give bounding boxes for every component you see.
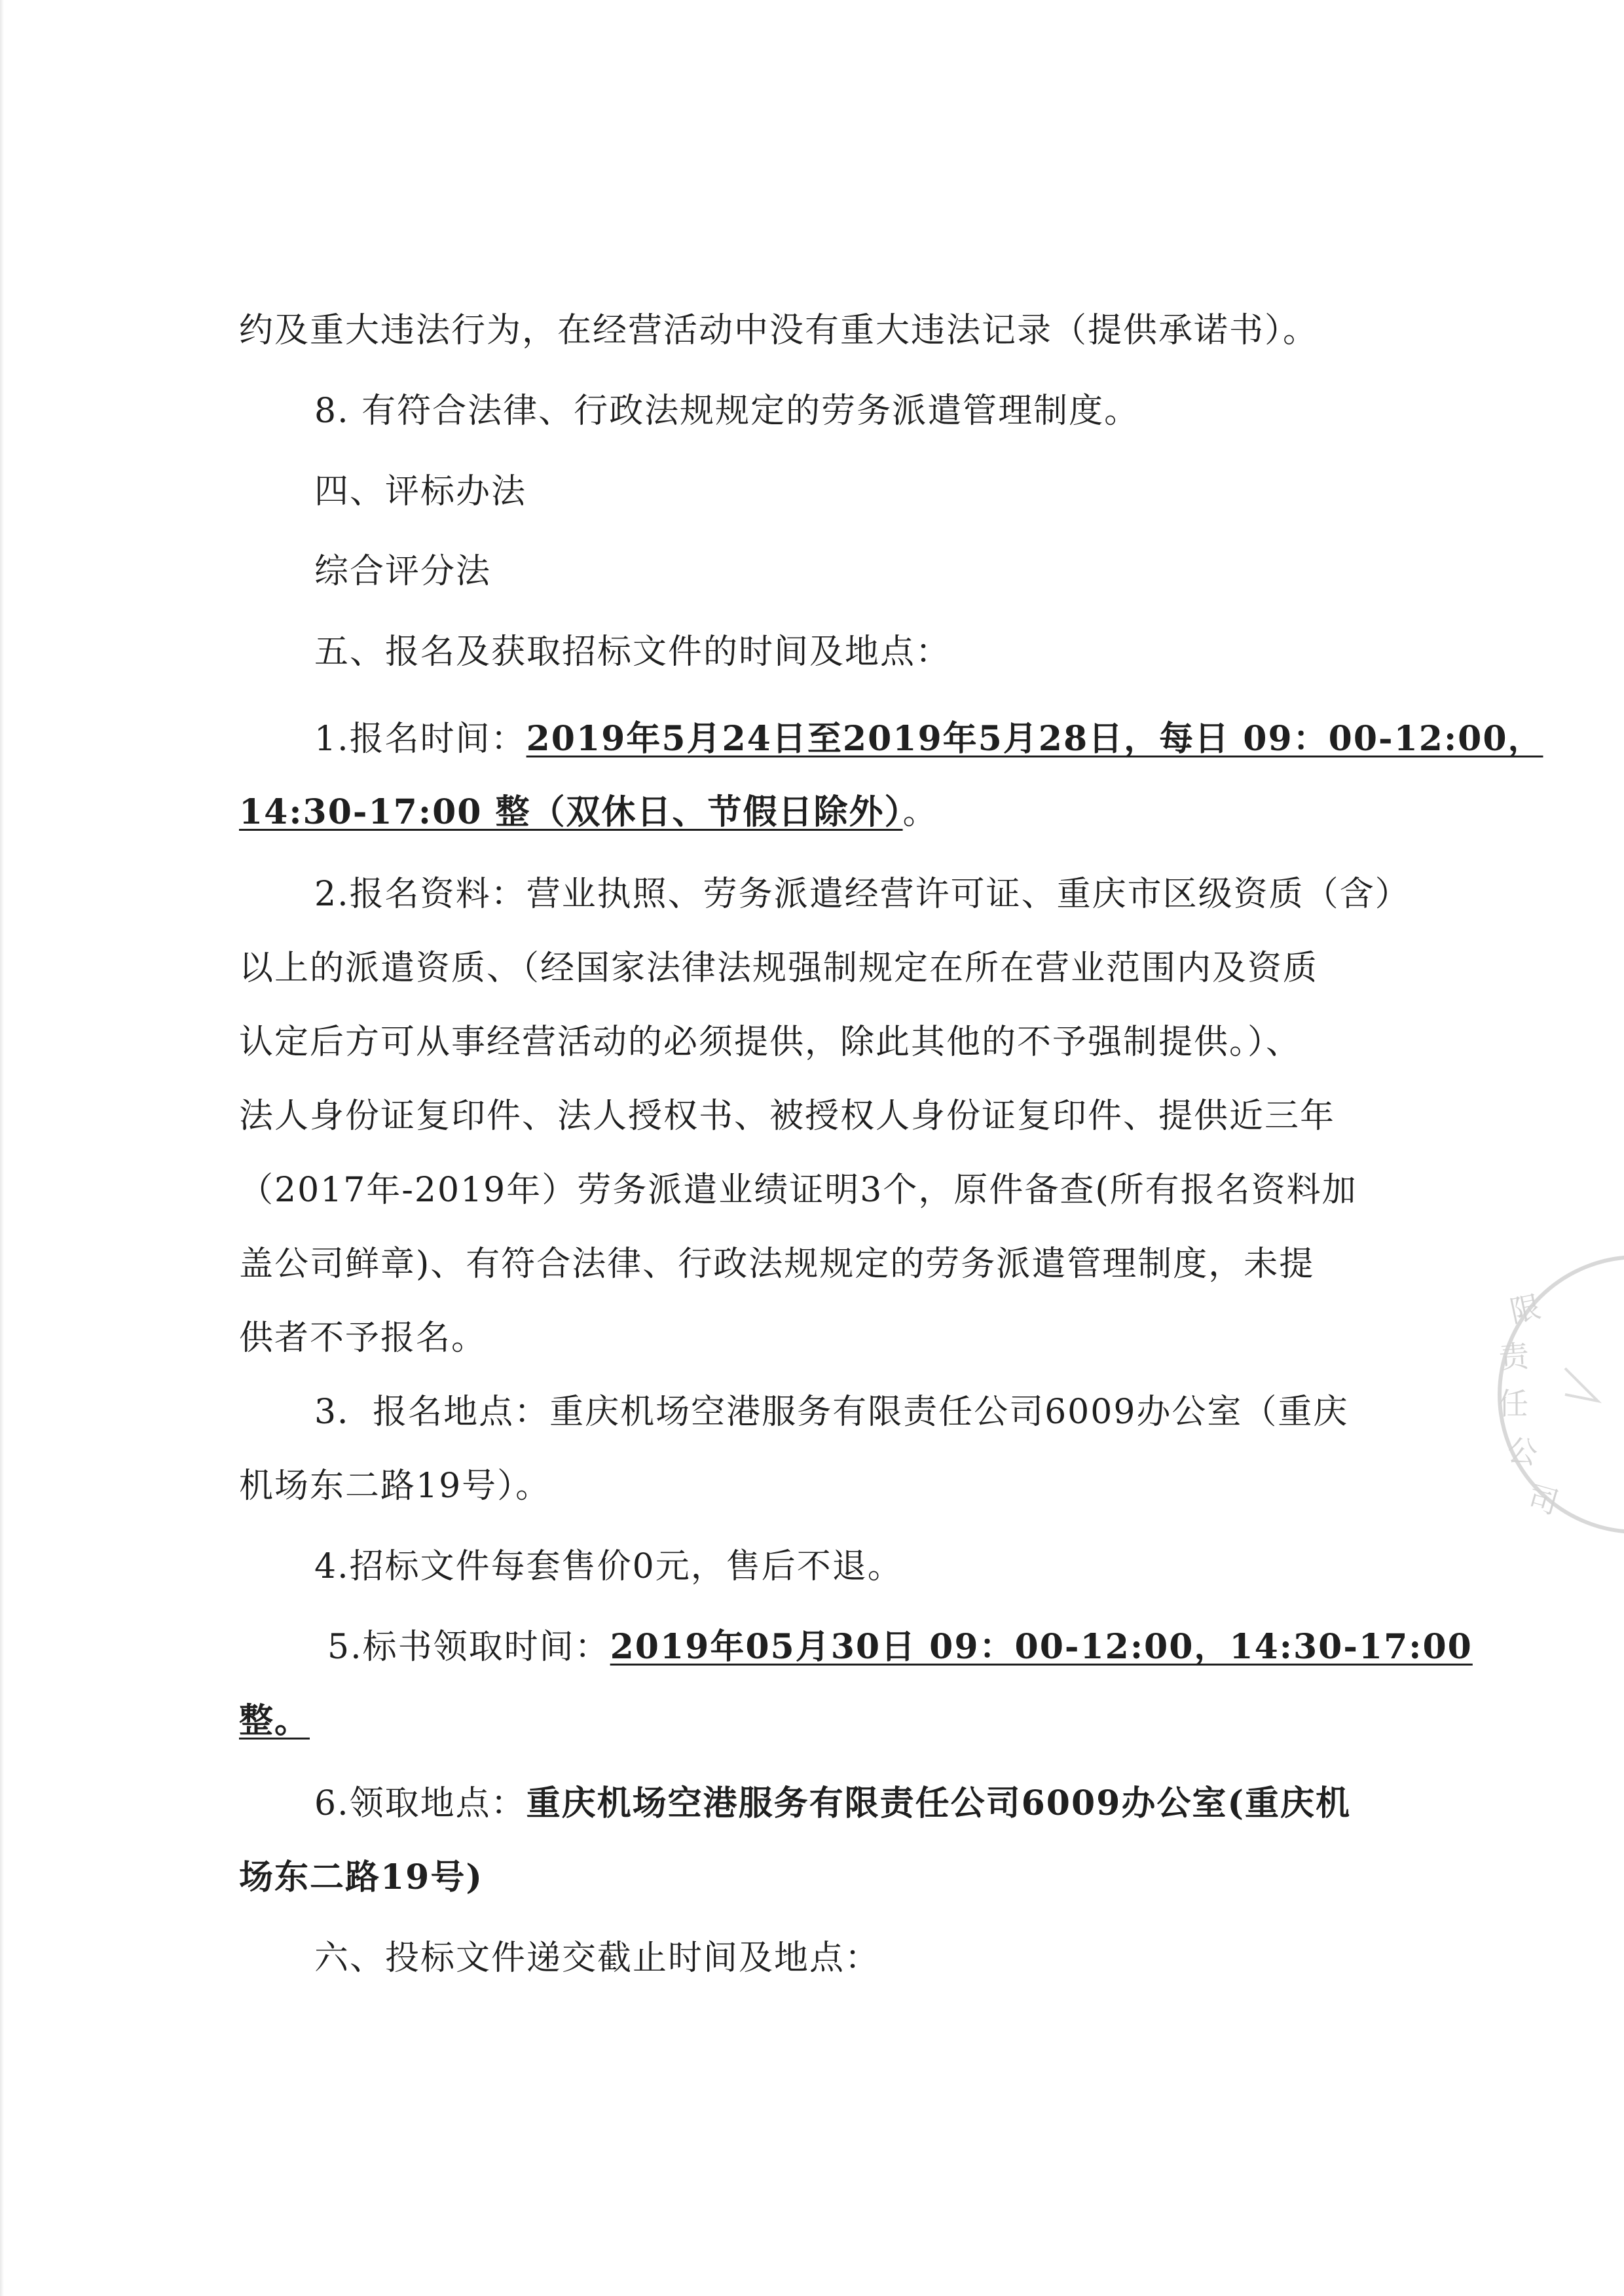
bid-collection-time-value-2: 整。 [239, 1701, 310, 1741]
svg-text:司: 司 [1523, 1478, 1563, 1522]
scan-edge [0, 0, 4, 2296]
registration-materials-line-4: 法人身份证复印件、法人授权书、被授权人身份证复印件、提供近三年 [239, 1097, 1336, 1136]
registration-materials-line-2: 以上的派遣资质、（经国家法律法规强制规定在所在营业范围内及资质 [239, 949, 1319, 988]
registration-materials-line-1: 2.报名资料：营业执照、劳务派遣经营许可证、重庆市区级资质（含） [314, 875, 1411, 914]
section-heading-registration: 五、报名及获取招标文件的时间及地点： [314, 632, 951, 672]
bid-collection-time-line-2 [239, 1698, 310, 1744]
bid-collection-time-label: 5.标书领取时间： [327, 1628, 610, 1667]
registration-time-value-2: 14:30-17:00 整（双休日、节假日除外） [239, 792, 903, 832]
collection-location-line-1 [314, 1781, 1351, 1827]
tender-price-line: 4.招标文件每套售价0元，售后不退。 [314, 1547, 903, 1586]
registration-time-period: 。 [902, 793, 938, 832]
collection-location-value: 重庆机场空港服务有限责任公司6009办公室(重庆机 [526, 1783, 1351, 1823]
text-line-2: 8. 有符合法律、行政法规规定的劳务派遣管理制度。 [314, 392, 1140, 431]
registration-time-line-2 [239, 790, 938, 835]
section-heading-submission: 六、投标文件递交截止时间及地点： [314, 1939, 881, 1978]
registration-materials-line-5: （2017年-2019年）劳务派遣业绩证明3个，原件备查(所有报名资料加 [239, 1171, 1357, 1210]
text-line-1: 约及重大违法行为，在经营活动中没有重大违法记录（提供承诺书）。 [239, 311, 1319, 350]
collection-location-line-2: 场东二路19号) [239, 1857, 483, 1897]
svg-text:限: 限 [1507, 1288, 1544, 1330]
registration-materials-line-7: 供者不予报名。 [239, 1319, 487, 1358]
registration-time-value: 2019年5月24日至2019年5月28日，每日 09：00-12:00， [526, 719, 1543, 759]
registration-materials-line-3: 认定后方可从事经营活动的必须提供，除此其他的不予强制提供。）、 [239, 1023, 1302, 1062]
registration-materials-line-6: 盖公司鲜章)、有符合法律、行政法规规定的劳务派遣管理制度，未提 [239, 1245, 1315, 1284]
company-seal [1486, 1244, 1624, 1545]
bid-collection-time-value: 2019年05月30日 09：00-12:00，14:30-17:00 [610, 1627, 1473, 1667]
text-line-4: 综合评分法 [314, 552, 492, 591]
collection-location-label: 6.领取地点： [314, 1784, 526, 1823]
section-heading-evaluation: 四、评标办法 [314, 472, 527, 511]
bid-collection-time-line [327, 1624, 1473, 1670]
svg-text:公: 公 [1505, 1432, 1540, 1472]
registration-time-label: 1.报名时间： [314, 720, 526, 759]
svg-text:任: 任 [1498, 1386, 1528, 1421]
registration-time-line [314, 716, 1543, 762]
registration-location-line-1: 3．报名地点：重庆机场空港服务有限责任公司6009办公室（重庆 [314, 1393, 1349, 1432]
registration-location-line-2: 机场东二路19号）。 [239, 1467, 551, 1506]
svg-text:责: 责 [1498, 1338, 1530, 1376]
